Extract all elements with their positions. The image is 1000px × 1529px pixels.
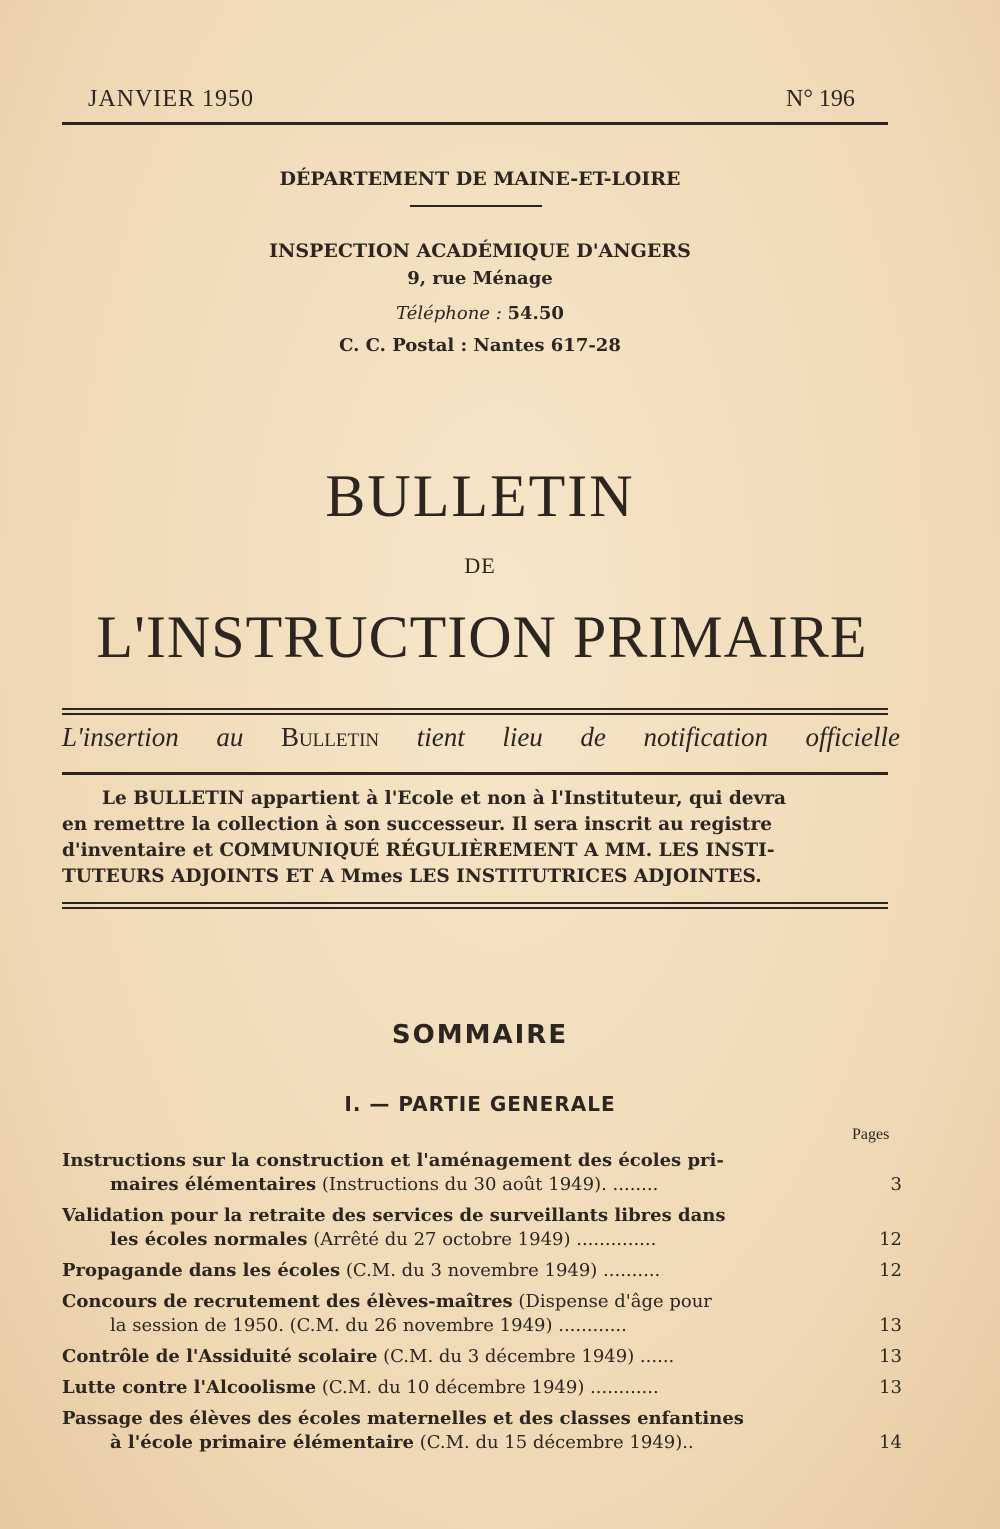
toc-entry-title: Validation pour la retraite des services de surveillants libres dans [62,1205,726,1226]
issue-number: N° 196 [786,86,855,112]
toc-entry-detail: (Dispense d'âge pour [512,1291,712,1312]
toc-entry-page: 12 [879,1260,902,1281]
toc-entry-page: 12 [879,1229,902,1250]
inspection-address: 9, rue Ménage [407,268,553,289]
notification-word: au [216,722,244,752]
toc-entry-title: Concours de recrutement des élèves-maîtres [62,1291,513,1312]
toc-entry-detail: (C.M. du 3 novembre 1949) .......... [340,1260,661,1281]
toc-entry-title: Propagande dans les écoles [62,1260,341,1281]
notice-paragraph [62,786,898,890]
toc-entry-title: Contrôle de l'Assiduité scolaire [62,1346,378,1367]
notification-word: lieu [502,722,543,752]
notification-word: officielle [805,722,900,752]
inspection-postal: C. C. Postal : Nantes 617-28 [339,335,621,356]
toc-entry-detail: (C.M. du 3 décembre 1949) ...... [377,1346,675,1367]
toc-entry-page: 13 [879,1346,902,1367]
toc-entry-title: Instructions sur la construction et l'aménagement des écoles pri- [62,1150,724,1171]
notification-word: de [580,722,606,752]
header-rule [62,122,888,125]
toc-entry-title: Passage des élèves des écoles maternelles et des classes enfantines [62,1408,744,1429]
toc-entry-detail: la session de 1950. (C.M. du 26 novembre 1949) ............ [110,1315,627,1336]
toc-entry [62,1376,902,1400]
toc-entry [62,1259,902,1283]
notice-line: Le BULLETIN appartient à l'Ecole et non à l'Instituteur, qui devra [102,788,787,809]
toc-entry-detail: (C.M. du 10 décembre 1949) ............ [316,1377,659,1398]
toc-entry [62,1345,902,1369]
notification-line [62,722,900,753]
notice-double-rule [62,902,888,909]
telephone-label: Téléphone : [396,303,502,324]
toc-entry-page: 3 [890,1174,902,1195]
toc-entry-page: 13 [879,1315,902,1336]
department-rule [410,205,542,207]
toc-entry-title: Lutte contre l'Alcoolisme [62,1377,317,1398]
telephone-number: 54.50 [507,303,564,324]
issue-date: JANVIER 1950 [88,86,254,112]
title-bulletin: BULLETIN [325,463,635,529]
toc-entry-title: à l'école primaire élémentaire [110,1432,414,1453]
pages-column-label: Pages [852,1126,890,1143]
sommaire-heading: SOMMAIRE [391,1020,569,1050]
toc-entry [62,1407,902,1455]
inspection-telephone [0,303,960,324]
part-heading: I. — PARTIE GENERALE [344,1092,616,1116]
toc-entry-detail: (Instructions du 30 août 1949). ........ [316,1174,659,1195]
toc-entry [62,1290,902,1338]
department-heading: DÉPARTEMENT DE MAINE-ET-LOIRE [279,168,681,190]
notification-word: tient [416,722,465,752]
table-of-contents [62,1149,902,1462]
title-double-rule [62,708,888,715]
notice-line: en remettre la collection à son successeur. Il sera inscrit au registre [62,814,772,835]
title-instruction-primaire: L'INSTRUCTION PRIMAIRE [96,604,868,670]
notification-word: L'insertion [62,722,179,752]
toc-entry [62,1149,902,1197]
notice-line: d'inventaire et COMMUNIQUÉ RÉGULIÈREMENT A MM. LES INSTI- [62,840,775,861]
toc-entry-title: les écoles normales [110,1229,308,1250]
toc-entry-page: 14 [879,1432,902,1453]
toc-entry-detail: (Arrêté du 27 octobre 1949) .............. [307,1229,657,1250]
notification-word: notification [643,722,768,752]
notice-line: TUTEURS ADJOINTS ET A Mmes LES INSTITUTRICES ADJOINTES. [62,866,762,887]
inspection-name: INSPECTION ACADÉMIQUE D'ANGERS [269,240,691,262]
toc-entry [62,1204,902,1252]
toc-entry-page: 13 [879,1377,902,1398]
notice-top-rule [62,772,888,775]
notification-word: Bulletin [280,722,380,752]
toc-entry-title: maires élémentaires [110,1174,317,1195]
toc-entry-detail: (C.M. du 15 décembre 1949).. [414,1432,694,1453]
title-de: DE [464,553,496,578]
